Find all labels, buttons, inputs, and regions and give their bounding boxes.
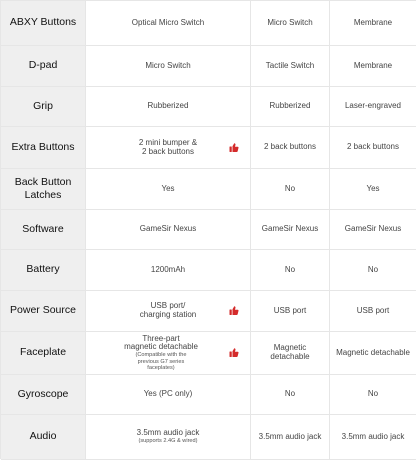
- cell-text-block: [139, 139, 197, 157]
- row-label-text: ABXY Buttons: [9, 16, 77, 29]
- cell-col-2: [251, 127, 330, 168]
- cell-col-1: [86, 332, 251, 374]
- table-row-abxy-buttons: [1, 1, 416, 46]
- table-row-grip: [1, 87, 416, 127]
- cell-text: Micro Switch: [267, 17, 313, 27]
- row-label-text: Gyroscope: [17, 387, 69, 400]
- cell-text: 3.5mm audio jack: [258, 431, 322, 441]
- cell-col-2: [251, 210, 330, 249]
- cell-col-2: [251, 291, 330, 331]
- cell-note-line: previous G7 series: [137, 358, 185, 365]
- cell-text: USB port: [356, 305, 390, 315]
- cell-text: No: [367, 264, 379, 274]
- row-label-text: D-pad: [28, 59, 58, 72]
- row-label: [1, 415, 86, 459]
- cell-note-line: faceplates): [147, 365, 175, 371]
- thumbs-up-icon: [228, 305, 240, 317]
- cell-text: Tactile Switch: [265, 60, 315, 70]
- cell-text-line: magnetic detachable: [124, 342, 198, 352]
- table-row-d-pad: [1, 46, 416, 87]
- row-label-block: [15, 176, 72, 202]
- cell-text: Laser-engraved: [344, 101, 402, 111]
- cell-text-line: USB port/: [150, 301, 186, 311]
- cell-text: GameSir Nexus: [261, 224, 319, 234]
- cell-col-1: [86, 46, 251, 86]
- thumbs-up-icon: [228, 142, 240, 154]
- cell-col-3: [330, 375, 416, 414]
- cell-text: No: [284, 389, 296, 399]
- cell-col-3: [330, 46, 416, 86]
- table-row-power-source: [1, 291, 416, 332]
- cell-col-3: [330, 291, 416, 331]
- row-label: [1, 291, 86, 331]
- row-label: [1, 87, 86, 126]
- cell-text-line: Three-part: [142, 333, 180, 343]
- cell-note-line: (supports 2.4G & wired): [138, 438, 198, 445]
- cell-text: Magnetic detachable: [270, 343, 310, 361]
- cell-text: Membrane: [353, 60, 393, 70]
- cell-col-2: [251, 169, 330, 209]
- cell-col-1: [86, 87, 251, 126]
- row-label-text: Grip: [33, 99, 53, 112]
- cell-col-1: [86, 169, 251, 209]
- row-label: [1, 210, 86, 249]
- row-label-text: Faceplate: [19, 346, 67, 359]
- cell-col-2: [251, 415, 330, 459]
- cell-text: No: [284, 264, 296, 274]
- cell-text: No: [367, 389, 379, 399]
- cell-text: USB port: [273, 305, 307, 315]
- cell-text-block: [137, 429, 200, 444]
- row-label-line: Back Button: [14, 175, 72, 188]
- cell-text: 3.5mm audio jack: [341, 431, 405, 441]
- cell-text: GameSir Nexus: [139, 224, 197, 234]
- row-label: [1, 1, 86, 45]
- row-label: [1, 375, 86, 414]
- table-row-faceplate: [1, 332, 416, 375]
- cell-text: Yes: [161, 183, 175, 193]
- row-label: [1, 169, 86, 209]
- row-label-text: Battery: [26, 263, 60, 276]
- cell-col-2: [251, 375, 330, 414]
- cell-text: Optical Micro Switch: [131, 17, 205, 27]
- cell-col-2: [251, 87, 330, 126]
- table-row-back-button-latches: [1, 169, 416, 210]
- row-label: [1, 332, 86, 374]
- cell-col-3: [330, 1, 416, 45]
- table-row-software: [1, 210, 416, 250]
- cell-text-block: [124, 335, 198, 372]
- cell-col-3: [330, 169, 416, 209]
- cell-note-line: (Compatible with the: [135, 352, 187, 359]
- cell-col-3: [330, 415, 416, 459]
- thumbs-up-icon: [228, 347, 240, 359]
- cell-col-1: [86, 415, 251, 459]
- cell-col-3: [330, 210, 416, 249]
- cell-text: 2 back buttons: [263, 142, 317, 152]
- cell-text: Rubberized: [269, 101, 311, 111]
- cell-col-3: [330, 332, 416, 374]
- row-label-text: Extra Buttons: [11, 140, 75, 153]
- row-label: [1, 127, 86, 168]
- table-row-audio: [1, 415, 416, 460]
- row-label: [1, 46, 86, 86]
- cell-col-1: [86, 375, 251, 414]
- cell-col-3: [330, 127, 416, 168]
- cell-text: Yes: [366, 183, 380, 193]
- cell-text-line: 3.5mm audio jack: [136, 428, 200, 438]
- cell-text-block: [140, 302, 196, 320]
- cell-text: Yes (PC only): [143, 389, 193, 399]
- cell-col-1: [86, 127, 251, 168]
- cell-text-line: charging station: [139, 310, 197, 319]
- table-row-extra-buttons: [1, 127, 416, 169]
- cell-col-1: [86, 1, 251, 45]
- row-label: [1, 250, 86, 290]
- cell-col-1: [86, 291, 251, 331]
- cell-col-1: [86, 210, 251, 249]
- cell-text: Micro Switch: [145, 60, 191, 70]
- cell-col-2: [251, 46, 330, 86]
- cell-text: Magnetic detachable: [336, 347, 410, 357]
- cell-text: Membrane: [353, 17, 393, 27]
- cell-text-line: 2 back buttons: [141, 146, 195, 156]
- cell-text: 2 back buttons: [346, 142, 400, 152]
- cell-text: 1200mAh: [150, 264, 186, 274]
- cell-col-3: [330, 87, 416, 126]
- cell-col-2: [251, 332, 330, 374]
- cell-text: GameSir Nexus: [344, 224, 402, 234]
- row-label-text: Software: [22, 222, 64, 235]
- table-row-battery: [1, 250, 416, 291]
- row-label-line: Latches: [24, 189, 62, 201]
- table-row-gyroscope: [1, 375, 416, 415]
- cell-text: No: [284, 183, 296, 193]
- cell-text: Rubberized: [147, 101, 189, 111]
- row-label-text: Power Source: [10, 304, 76, 317]
- row-label-text: Audio: [29, 430, 57, 443]
- cell-col-3: [330, 250, 416, 290]
- cell-text-line: 2 mini bumper &: [138, 137, 198, 147]
- cell-col-2: [251, 1, 330, 45]
- cell-col-1: [86, 250, 251, 290]
- cell-col-2: [251, 250, 330, 290]
